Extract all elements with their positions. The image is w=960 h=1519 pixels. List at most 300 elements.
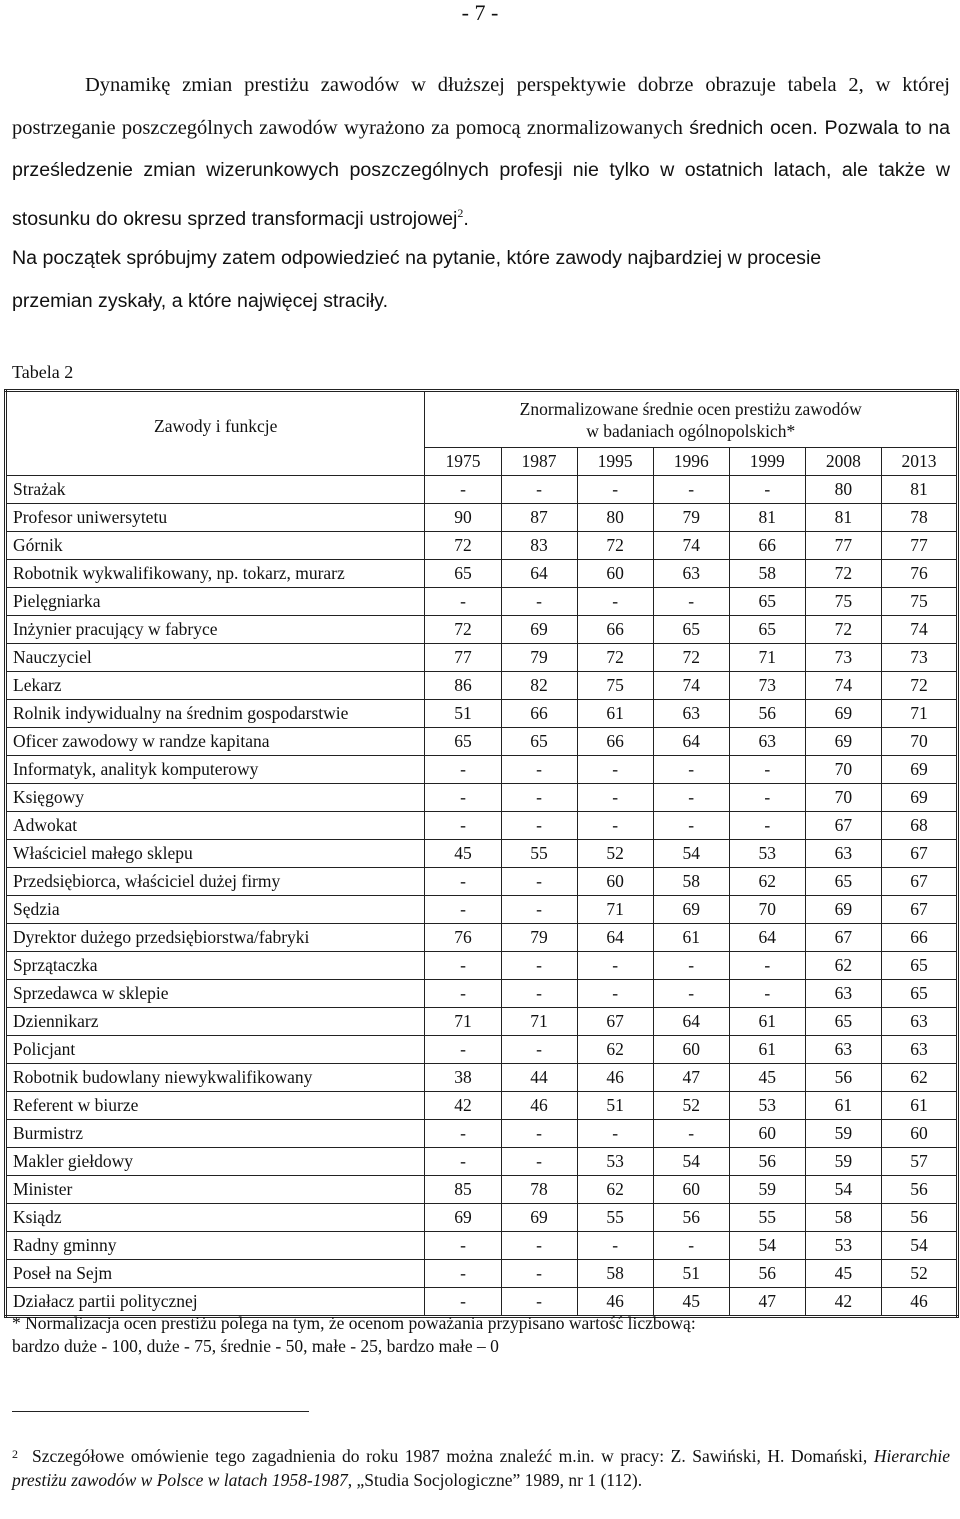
score-cell: 80 [577,504,653,532]
table-row [6,1092,958,1120]
score-cell: 59 [805,1148,881,1176]
score-cell: 90 [425,504,501,532]
paragraph-question [12,237,950,322]
score-cell: - [425,784,501,812]
occupation-name: Strażak [6,476,425,504]
score-cell: 59 [805,1120,881,1148]
score-cell: - [425,756,501,784]
score-cell: 69 [501,1204,577,1232]
score-cell: 63 [805,980,881,1008]
table-row [6,1232,958,1260]
score-cell: 79 [501,644,577,672]
table-row [6,840,958,868]
score-cell: - [577,980,653,1008]
year-header: 1987 [501,448,577,476]
score-cell: 72 [577,532,653,560]
score-cell: 67 [805,924,881,952]
table-row [6,1064,958,1092]
score-cell: 62 [577,1176,653,1204]
table-row [6,560,958,588]
occupation-name: Informatyk, analityk komputerowy [6,756,425,784]
occupation-name: Ksiądz [6,1204,425,1232]
score-cell: 64 [729,924,805,952]
occupation-name: Adwokat [6,812,425,840]
score-cell: 65 [729,616,805,644]
score-cell: - [501,1148,577,1176]
score-cell: 67 [577,1008,653,1036]
score-cell: - [425,896,501,924]
table-row [6,672,958,700]
occupation-name: Poseł na Sejm [6,1260,425,1288]
score-cell: 86 [425,672,501,700]
table-row [6,1260,958,1288]
table-header-row [6,391,958,448]
score-cell: - [425,980,501,1008]
score-cell: 61 [805,1092,881,1120]
table-row [6,896,958,924]
score-cell: - [501,588,577,616]
year-header: 2008 [805,448,881,476]
score-cell: - [501,1120,577,1148]
score-cell: 58 [653,868,729,896]
score-cell: - [425,1148,501,1176]
year-header: 1999 [729,448,805,476]
score-cell: 68 [881,812,957,840]
prestige-table [4,389,959,1318]
score-cell: 70 [805,756,881,784]
score-cell: 83 [501,532,577,560]
table-row [6,700,958,728]
score-cell: 75 [577,672,653,700]
score-cell: 72 [881,672,957,700]
score-cell: - [501,1260,577,1288]
score-cell: 85 [425,1176,501,1204]
score-cell: 65 [805,1008,881,1036]
score-cell: 70 [805,784,881,812]
score-cell: - [577,1232,653,1260]
score-cell: 63 [653,560,729,588]
score-cell: 54 [805,1176,881,1204]
score-cell: 46 [577,1288,653,1317]
score-cell: 73 [881,644,957,672]
score-cell: - [653,952,729,980]
score-cell: 55 [501,840,577,868]
score-cell: 73 [729,672,805,700]
score-cell: 45 [425,840,501,868]
score-cell: 65 [653,616,729,644]
table-row [6,728,958,756]
score-cell: 55 [729,1204,805,1232]
score-cell: 46 [577,1064,653,1092]
table-row [6,924,958,952]
score-cell: - [729,952,805,980]
table-row [6,1036,958,1064]
score-cell: 46 [881,1288,957,1317]
score-cell: 75 [805,588,881,616]
occupation-name: Księgowy [6,784,425,812]
table-row [6,756,958,784]
score-cell: 66 [577,616,653,644]
score-cell: 51 [653,1260,729,1288]
score-cell: 56 [729,1148,805,1176]
score-cell: 71 [501,1008,577,1036]
score-cell: 67 [881,896,957,924]
score-cell: - [425,1232,501,1260]
score-cell: 69 [653,896,729,924]
score-cell: 66 [729,532,805,560]
score-cell: 56 [881,1204,957,1232]
score-cell: 74 [881,616,957,644]
score-cell: 44 [501,1064,577,1092]
table-row [6,812,958,840]
score-cell: 82 [501,672,577,700]
score-cell: - [653,756,729,784]
occupation-name: Lekarz [6,672,425,700]
footnote-divider [12,1411,309,1412]
paragraph-intro-line4: nie tylko w ostatnich latach, ale także w stosunku do okresu sprzed transformacji ustrojowej [12,159,950,230]
occupation-name: Przedsiębiorca, właściciel dużej firmy [6,868,425,896]
score-cell: 72 [577,644,653,672]
score-cell: 47 [653,1064,729,1092]
score-cell: 81 [881,476,957,504]
score-cell: 56 [729,1260,805,1288]
paragraph-question-line1: Na początek spróbujmy zatem odpowiedzieć na pytanie, które zawody najbardziej w procesie [12,247,822,269]
score-cell: 69 [805,700,881,728]
table-row [6,616,958,644]
score-cell: 71 [729,644,805,672]
score-cell: - [653,980,729,1008]
score-cell: 67 [881,868,957,896]
occupation-name: Robotnik wykwalifikowany, np. tokarz, murarz [6,560,425,588]
score-cell: 75 [881,588,957,616]
score-cell: 64 [653,728,729,756]
table-body [6,476,958,1317]
score-cell: 66 [881,924,957,952]
score-cell: 63 [653,700,729,728]
score-cell: 79 [501,924,577,952]
score-cell: 46 [501,1092,577,1120]
score-cell: 42 [805,1288,881,1317]
footnote-text-a: Szczegółowe omówienie tego zagadnienia do roku 1987 można znaleźć m.in. w pracy: Z. Sawiński, H. Domański, [32,1446,874,1466]
score-cell: 81 [729,504,805,532]
occupation-name: Minister [6,1176,425,1204]
score-cell: 47 [729,1288,805,1317]
year-header: 1995 [577,448,653,476]
score-cell: 76 [881,560,957,588]
score-cell: - [729,980,805,1008]
score-cell: 65 [729,588,805,616]
score-cell: 65 [425,560,501,588]
score-cell: 72 [805,560,881,588]
occupation-name: Właściciel małego sklepu [6,840,425,868]
score-cell: 59 [729,1176,805,1204]
score-cell: 87 [501,504,577,532]
occupation-name: Sprzątaczka [6,952,425,980]
score-cell: 60 [729,1120,805,1148]
score-cell: 52 [881,1260,957,1288]
score-cell: - [501,896,577,924]
table-row [6,952,958,980]
score-cell: 69 [805,896,881,924]
score-cell: 53 [729,840,805,868]
score-cell: 63 [881,1008,957,1036]
score-cell: 71 [881,700,957,728]
score-cell: 53 [805,1232,881,1260]
score-cell: 58 [805,1204,881,1232]
score-cell: 64 [501,560,577,588]
score-cell: - [425,1260,501,1288]
table-note-line2: bardzo duże - 100, duże - 75, średnie - 50, małe - 25, bardzo małe – 0 [12,1336,499,1356]
score-cell: 64 [653,1008,729,1036]
score-cell: 56 [805,1064,881,1092]
table-caption: Tabela 2 [12,362,74,382]
score-cell: - [425,868,501,896]
score-cell: 58 [577,1260,653,1288]
score-cell: 79 [653,504,729,532]
score-cell: 57 [881,1148,957,1176]
table-row [6,868,958,896]
table-row [6,504,958,532]
year-header: 1996 [653,448,729,476]
score-cell: 63 [805,1036,881,1064]
table-row [6,532,958,560]
table-row [6,1120,958,1148]
score-cell: 62 [729,868,805,896]
score-cell: 52 [577,840,653,868]
score-cell: 38 [425,1064,501,1092]
score-cell: 81 [805,504,881,532]
page-number: - 7 - [461,0,499,25]
table-row [6,588,958,616]
score-cell: - [577,756,653,784]
score-cell: - [729,756,805,784]
table-row [6,476,958,504]
score-cell: 54 [729,1232,805,1260]
score-cell: 56 [881,1176,957,1204]
score-cell: - [577,784,653,812]
score-cell: 71 [425,1008,501,1036]
score-cell: - [501,812,577,840]
score-cell: 54 [653,1148,729,1176]
occupation-name: Policjant [6,1036,425,1064]
occupation-name: Działacz partii politycznej [6,1288,425,1317]
score-cell: 54 [653,840,729,868]
occupation-name: Pielęgniarka [6,588,425,616]
score-cell: - [425,1120,501,1148]
score-cell: 55 [577,1204,653,1232]
score-cell: - [425,1036,501,1064]
score-cell: 65 [425,728,501,756]
score-cell: 69 [425,1204,501,1232]
footnote-book-title: Hierarchie prestiżu zawodów w Polsce w latach 1958-1987 [12,1446,950,1490]
score-cell: 60 [577,560,653,588]
score-cell: 67 [805,812,881,840]
score-cell: - [501,868,577,896]
score-cell: - [577,476,653,504]
score-cell: 74 [653,532,729,560]
score-cell: 60 [653,1176,729,1204]
score-cell: 63 [729,728,805,756]
score-cell: - [653,476,729,504]
paragraph-intro-line1: Dynamikę zmian prestiżu zawodów w dłuższej perspektywie dobrze obrazuje tabela 2, [85,74,864,96]
occupation-name: Radny gminny [6,1232,425,1260]
score-cell: 77 [881,532,957,560]
score-cell: - [653,1232,729,1260]
score-cell: 69 [881,756,957,784]
occupation-name: Rolnik indywidualny na średnim gospodarstwie [6,700,425,728]
score-cell: - [425,588,501,616]
score-cell: 77 [425,644,501,672]
table-note [12,1312,950,1358]
score-cell: - [425,952,501,980]
score-cell: 74 [805,672,881,700]
occupation-name: Dyrektor dużego przedsiębiorstwa/fabryki [6,924,425,952]
table-note-line1: * Normalizacja ocen prestiżu polega na tym, że ocenom poważania przypisano wartość liczbową: [12,1313,696,1333]
score-cell: 70 [881,728,957,756]
score-cell: 64 [577,924,653,952]
score-cell: 72 [805,616,881,644]
score-cell: 60 [881,1120,957,1148]
score-cell: 70 [729,896,805,924]
header-scores [425,391,958,448]
score-cell: - [577,952,653,980]
table-row [6,980,958,1008]
score-cell: 77 [805,532,881,560]
score-cell: - [501,476,577,504]
score-cell: 67 [881,840,957,868]
score-cell: 65 [881,980,957,1008]
score-cell: 76 [425,924,501,952]
footnote-number: 2 [12,1447,18,1461]
occupation-name: Dziennikarz [6,1008,425,1036]
score-cell: 62 [881,1064,957,1092]
paragraph-intro [12,64,950,240]
score-cell: 66 [501,700,577,728]
occupation-name: Inżynier pracujący w fabryce [6,616,425,644]
header-scores-line1: Znormalizowane średnie ocen prestiżu zawodów [519,398,862,419]
score-cell: 62 [577,1036,653,1064]
paragraph-intro-line2: w której postrzeganie poszczególnych zawodów wyrażono za pomocą znormalizowanych [12,74,951,139]
score-cell: 69 [805,728,881,756]
table-row [6,784,958,812]
score-cell: 56 [729,700,805,728]
score-cell: 51 [577,1092,653,1120]
score-cell: - [501,1232,577,1260]
score-cell: 60 [653,1036,729,1064]
score-cell: 61 [881,1092,957,1120]
score-cell: 52 [653,1092,729,1120]
score-cell: 63 [805,840,881,868]
year-header: 2013 [881,448,957,476]
score-cell: 63 [881,1036,957,1064]
table-row [6,1008,958,1036]
score-cell: 71 [577,896,653,924]
score-cell: 51 [425,700,501,728]
score-cell: 45 [729,1064,805,1092]
score-cell: 58 [729,560,805,588]
score-cell: 80 [805,476,881,504]
score-cell: 78 [501,1176,577,1204]
table-row [6,1176,958,1204]
footnote-text-b: , „Studia Socjologiczne” 1989, nr 1 (112). [347,1470,643,1490]
score-cell: 61 [729,1008,805,1036]
score-cell: 45 [805,1260,881,1288]
score-cell: 62 [805,952,881,980]
score-cell: 73 [805,644,881,672]
score-cell: - [501,784,577,812]
paragraph-intro-line3: średnich ocen. Pozwala to na prześledzenie zmian wizerunkowych poszczególnych profesji [12,116,950,181]
score-cell: 78 [881,504,957,532]
occupation-name: Profesor uniwersytetu [6,504,425,532]
score-cell: 54 [881,1232,957,1260]
table-row [6,1148,958,1176]
occupation-name: Nauczyciel [6,644,425,672]
footnote [12,1444,950,1492]
score-cell: 53 [729,1092,805,1120]
score-cell: 61 [577,700,653,728]
score-cell: - [653,812,729,840]
score-cell: 74 [653,672,729,700]
score-cell: - [501,756,577,784]
occupation-name: Referent w biurze [6,1092,425,1120]
score-cell: - [577,812,653,840]
score-cell: 72 [425,532,501,560]
score-cell: - [729,784,805,812]
score-cell: 45 [653,1288,729,1317]
paragraph-question-line2: przemian zyskały, a które najwięcej straciły. [12,289,389,312]
header-scores-line2: w badaniach ogólnopolskich* [586,420,796,441]
score-cell: - [653,1120,729,1148]
score-cell: 72 [425,616,501,644]
score-cell: 69 [501,616,577,644]
score-cell: - [425,812,501,840]
occupation-name: Oficer zawodowy w randze kapitana [6,728,425,756]
score-cell: 56 [653,1204,729,1232]
score-cell: - [653,588,729,616]
occupation-name: Sprzedawca w sklepie [6,980,425,1008]
score-cell: - [501,952,577,980]
occupation-name: Górnik [6,532,425,560]
score-cell: - [425,476,501,504]
score-cell: 65 [501,728,577,756]
score-cell: 61 [653,924,729,952]
paragraph-intro-end: . [463,207,469,230]
score-cell: 42 [425,1092,501,1120]
score-cell: 53 [577,1148,653,1176]
score-cell: - [425,1288,501,1317]
score-cell: - [729,476,805,504]
score-cell: - [577,1120,653,1148]
score-cell: 72 [653,644,729,672]
score-cell: 69 [881,784,957,812]
table-row [6,644,958,672]
header-occupations: Zawody i funkcje [6,391,425,476]
score-cell: - [729,812,805,840]
footnote-reference[interactable]: 2 [457,205,464,220]
score-cell: 60 [577,868,653,896]
score-cell: - [501,980,577,1008]
score-cell: 61 [729,1036,805,1064]
score-cell: - [577,588,653,616]
occupation-name: Robotnik budowlany niewykwalifikowany [6,1064,425,1092]
occupation-name: Burmistrz [6,1120,425,1148]
occupation-name: Makler giełdowy [6,1148,425,1176]
table-row [6,1204,958,1232]
score-cell: - [501,1288,577,1317]
score-cell: - [653,784,729,812]
score-cell: - [501,1036,577,1064]
occupation-name: Sędzia [6,896,425,924]
